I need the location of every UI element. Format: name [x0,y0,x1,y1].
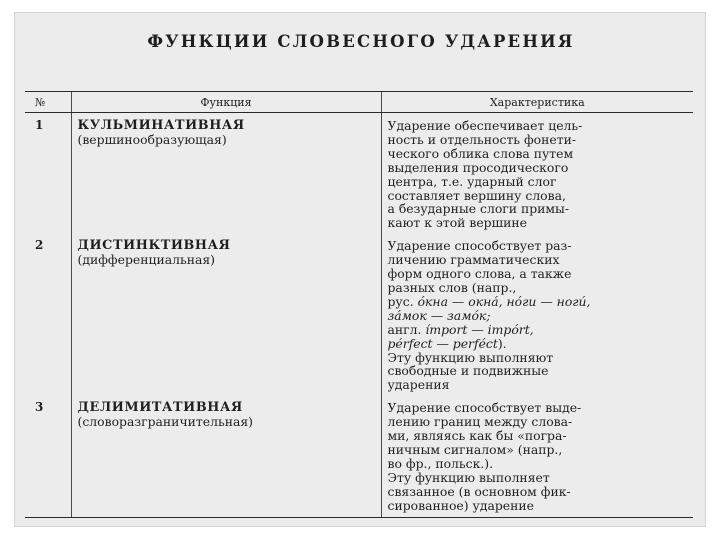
text-line: ность и отдельность фонети- [387,131,577,147]
text-line: во фр., польск.). [387,455,494,471]
text-line: связанное (в основном фик- [387,483,571,499]
closing-paren: ). [497,335,507,351]
page-title: ФУНКЦИИ СЛОВЕСНОГО УДАРЕНИЯ [147,32,575,51]
function-alt-name: (вершинообразующая) [77,131,227,147]
example-line [388,295,690,309]
text-line: разных слов (напр., [387,279,517,295]
row-number: 3 [25,395,71,517]
text-line: свободные и подвижные [387,363,549,379]
row-number: 2 [35,238,44,253]
text-line: личению грамматических [387,252,560,268]
text-line: составляет вершину слова, [387,187,566,203]
characteristic-cell [381,113,693,234]
function-name: ДИСТИНКТИВНАЯ [77,238,231,254]
header-number: № [25,92,71,113]
header-function: Функция [71,92,381,113]
text-line: выделения просодического [387,159,569,175]
language-label: рус. [387,293,414,309]
text-line: Ударение обеспечивает цель- [387,118,583,133]
text-line: ческого облика слова путем [387,145,574,161]
text-line: Эту функцию выполняют [387,349,554,365]
scanned-page [14,12,706,527]
table-row [25,233,693,395]
text-line: кают к этой вершине [387,215,527,231]
text-line: Эту функцию выполняет [387,469,550,485]
function-alt-name: (словоразграничительная) [77,414,253,430]
example-line [388,323,690,337]
example-words: óкна — окнá, нóги — ногú, [417,293,591,309]
function-cell [71,233,381,395]
example-words: зáмок — замóк; [387,307,491,323]
function-cell [71,113,381,234]
language-label: англ. [387,321,422,337]
text-line: Ударение способствует раз- [387,238,572,254]
characteristic-cell [381,395,693,517]
table-header-row [25,92,693,113]
function-alt-name: (дифференциальная) [77,252,216,268]
text-line: центра, т.е. ударный слог [387,173,557,189]
text-line: лению границ между слова- [387,414,573,430]
header-characteristic: Характеристика [381,92,693,113]
example-words: ímport — impórt, [425,321,534,337]
text-line: Ударение способствует выде- [387,400,582,416]
row-number: 1 [35,118,44,132]
text-line: а безударные слоги примы- [387,201,570,217]
functions-table [25,91,693,518]
characteristic-cell [381,233,693,395]
text-line: ударения [387,377,450,393]
text-line: ничным сигналом» (напр., [387,441,563,457]
example-words: pérfect — perféct [387,335,498,351]
table-row [25,395,693,517]
function-name: КУЛЬМИНАТИВНАЯ [77,118,245,133]
text-line: ми, являясь как бы «погра- [387,428,567,444]
table-row [25,113,693,234]
text-line: сированное) ударение [387,497,534,513]
function-cell [71,395,381,517]
example-line [388,337,690,351]
function-name: ДЕЛИМИТАТИВНАЯ [77,400,243,416]
text-line: форм одного слова, а также [387,266,572,282]
